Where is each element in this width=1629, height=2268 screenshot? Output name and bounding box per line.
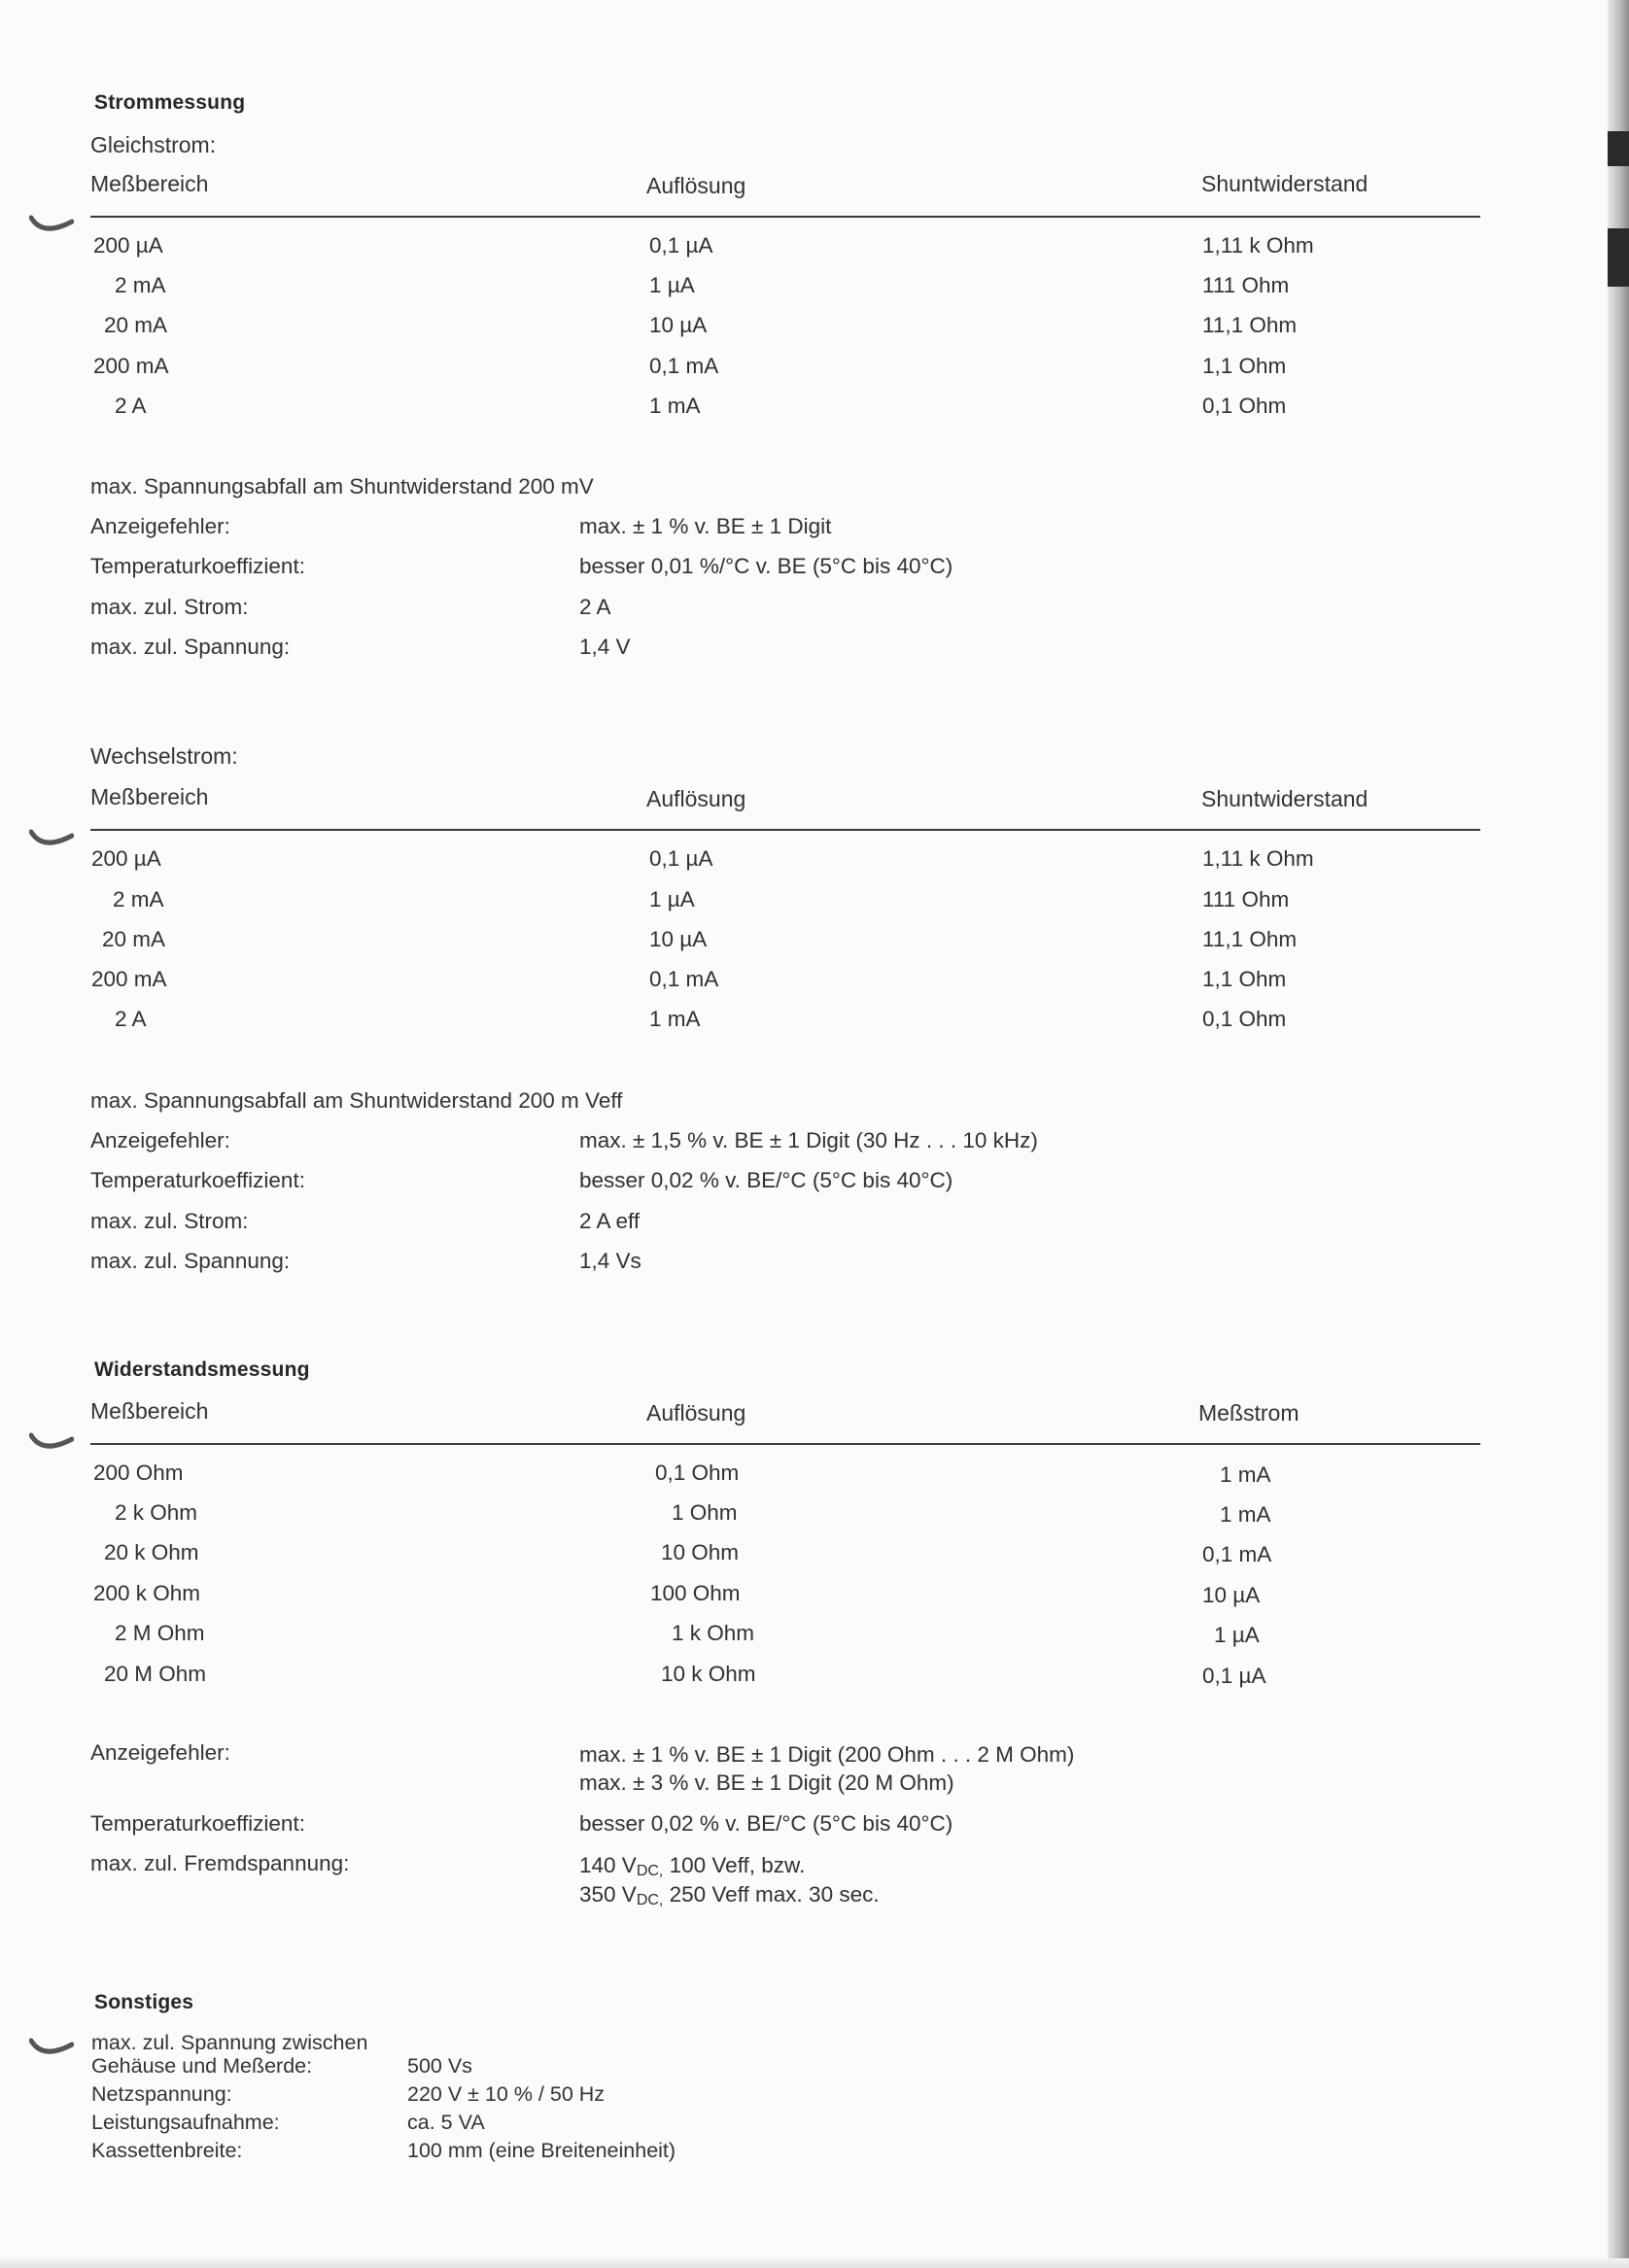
table-cell: 0,1 mA <box>649 967 719 991</box>
table-cell: 2 A <box>115 1007 147 1031</box>
table-cell: 1 µA <box>649 887 695 911</box>
spec-label: Kassettenbreite: <box>91 2139 243 2162</box>
spec-label: max. zul. Strom: <box>90 595 249 619</box>
scan-edge-shadow <box>1608 0 1629 2268</box>
table-cell: 100 Ohm <box>650 1581 741 1605</box>
table-cell: 200 µA <box>93 233 163 258</box>
table-cell: 111 Ohm <box>1202 887 1290 911</box>
table-cell: 10 µA <box>1202 1583 1261 1607</box>
table-cell: 0,1 µA <box>649 846 713 871</box>
table-cell: 1 mA <box>649 1007 701 1031</box>
table-cell: 200 µA <box>91 846 161 871</box>
table-cell: 0,1 Ohm <box>655 1460 740 1485</box>
table-cell: 2 A <box>115 394 147 418</box>
spec-value: besser 0,02 % v. BE/°C (5°C bis 40°C) <box>579 1168 953 1192</box>
spec-value: 1,4 Vs <box>579 1249 641 1273</box>
table-cell: 1 mA <box>1220 1502 1271 1527</box>
spec-value: ca. 5 VA <box>407 2111 485 2134</box>
spec-label: Anzeigefehler: <box>90 1740 230 1765</box>
subsection-label-wechselstrom: Wechselstrom: <box>90 743 238 769</box>
scan-edge-mark <box>1608 131 1629 166</box>
table-cell: 0,1 µA <box>649 233 713 258</box>
table-cell: 1,1 Ohm <box>1202 354 1287 378</box>
spec-value: max. ± 1,5 % v. BE ± 1 Digit (30 Hz . . . 10 kHz) <box>579 1128 1038 1152</box>
note-spannungsabfall: max. Spannungsabfall am Shuntwiderstand 200 m Veff <box>90 1088 623 1113</box>
spec-label: max. zul. Fremdspannung: <box>90 1851 350 1875</box>
table-cell: 1 k Ohm <box>672 1621 755 1645</box>
spec-value: besser 0,02 % v. BE/°C (5°C bis 40°C) <box>579 1811 953 1836</box>
spec-value: max. ± 1 % v. BE ± 1 Digit (200 Ohm . . . 2 M Ohm) <box>579 1742 1075 1767</box>
margin-tick-icon <box>29 212 74 241</box>
table-cell: 0,1 µA <box>1202 1664 1266 1688</box>
table-cell: 10 µA <box>649 927 708 951</box>
spec-value: besser 0,01 %/°C v. BE (5°C bis 40°C) <box>579 554 953 578</box>
table-cell: 200 k Ohm <box>93 1581 201 1605</box>
table-cell: 1 µA <box>649 273 695 297</box>
column-header-aufloesung: Auflösung <box>646 786 746 811</box>
table-cell: 1 mA <box>1220 1462 1271 1487</box>
spec-label: Temperaturkoeffizient: <box>90 554 305 578</box>
table-cell: 0,1 mA <box>1202 1542 1272 1566</box>
table-cell: 0,1 mA <box>649 354 719 378</box>
note-spannungsabfall: max. Spannungsabfall am Shuntwiderstand 200 mV <box>90 474 594 498</box>
table-cell: 1,11 k Ohm <box>1202 846 1314 871</box>
margin-tick-icon <box>29 826 74 855</box>
spec-label: max. zul. Spannung: <box>90 635 291 659</box>
spec-value: 100 mm (eine Breiteneinheit) <box>407 2139 676 2162</box>
spec-label: Temperaturkoeffizient: <box>90 1811 305 1836</box>
margin-tick-icon <box>29 1429 74 1459</box>
column-header-messbereich: Meßbereich <box>90 784 209 809</box>
table-cell: 200 mA <box>93 354 169 378</box>
spec-label: Gehäuse und Meßerde: <box>91 2054 313 2078</box>
column-header-aufloesung: Auflösung <box>646 173 746 198</box>
table-cell: 1,1 Ohm <box>1202 967 1287 991</box>
table-cell: 1 mA <box>649 394 701 418</box>
table-cell: 20 mA <box>104 313 168 337</box>
table-cell: 10 µA <box>649 313 708 337</box>
sonstiges-intro: max. zul. Spannung zwischen <box>91 2031 368 2054</box>
spec-label: Temperaturkoeffizient: <box>90 1168 305 1192</box>
section-title-strommessung: Strommessung <box>94 91 246 114</box>
subsection-label-gleichstrom: Gleichstrom: <box>90 132 217 157</box>
table-cell: 0,1 Ohm <box>1202 1007 1287 1031</box>
table-cell: 2 mA <box>113 887 164 911</box>
spec-value: max. ± 3 % v. BE ± 1 Digit (20 M Ohm) <box>579 1770 954 1795</box>
table-rule <box>90 1443 1480 1445</box>
table-cell: 2 M Ohm <box>115 1621 205 1645</box>
column-header-shuntwiderstand: Shuntwiderstand <box>1201 786 1369 811</box>
table-cell: 200 mA <box>91 967 167 991</box>
spec-value: 140 $V_{DC,}$ 100 Veff, bzw. <box>579 1853 806 1879</box>
table-rule <box>90 216 1480 218</box>
spec-label: Leistungsaufnahme: <box>91 2111 280 2134</box>
table-cell: 11,1 Ohm <box>1202 927 1298 951</box>
spec-value: 1,4 V <box>579 635 631 659</box>
table-cell: 10 k Ohm <box>661 1662 756 1686</box>
table-cell: 20 k Ohm <box>104 1540 199 1564</box>
column-header-shuntwiderstand: Shuntwiderstand <box>1201 171 1369 196</box>
spec-value: 2 A eff <box>579 1209 641 1233</box>
table-rule <box>90 829 1480 831</box>
spec-value: 220 V ± 10 % / 50 Hz <box>407 2082 606 2106</box>
spec-label: max. zul. Spannung: <box>90 1249 291 1273</box>
table-cell: 20 M Ohm <box>104 1662 207 1686</box>
section-title-widerstandsmessung: Widerstandsmessung <box>94 1358 310 1381</box>
spec-value: 350 $V_{DC,}$ 250 Veff max. 30 sec. <box>579 1882 880 1908</box>
scan-bottom-band <box>0 2258 1629 2268</box>
table-cell: 1 µA <box>1214 1623 1260 1647</box>
table-cell: 10 Ohm <box>661 1540 740 1564</box>
margin-tick-icon <box>29 2035 74 2064</box>
spec-value: max. ± 1 % v. BE ± 1 Digit <box>579 514 832 538</box>
scan-edge-mark <box>1608 228 1629 287</box>
spec-label: max. zul. Strom: <box>90 1209 249 1233</box>
table-cell: 0,1 Ohm <box>1202 394 1287 418</box>
table-cell: 1,11 k Ohm <box>1202 233 1314 258</box>
spec-label: Anzeigefehler: <box>90 1128 230 1152</box>
column-header-messbereich: Meßbereich <box>90 1398 209 1424</box>
column-header-messbereich: Meßbereich <box>90 171 209 196</box>
table-cell: 200 Ohm <box>93 1460 184 1485</box>
spec-value: 500 Vs <box>407 2054 472 2078</box>
column-header-aufloesung: Auflösung <box>646 1400 746 1426</box>
spec-label: Netzspannung: <box>91 2082 232 2106</box>
table-cell: 11,1 Ohm <box>1202 313 1298 337</box>
table-cell: 2 mA <box>115 273 166 297</box>
table-cell: 1 Ohm <box>672 1500 738 1525</box>
table-cell: 2 k Ohm <box>115 1500 198 1525</box>
section-title-sonstiges: Sonstiges <box>94 1991 194 2013</box>
table-cell: 111 Ohm <box>1202 273 1290 297</box>
spec-value: 2 A <box>579 595 611 619</box>
spec-label: Anzeigefehler: <box>90 514 230 538</box>
column-header-messstrom: Meßstrom <box>1198 1400 1300 1426</box>
table-cell: 20 mA <box>102 927 166 951</box>
